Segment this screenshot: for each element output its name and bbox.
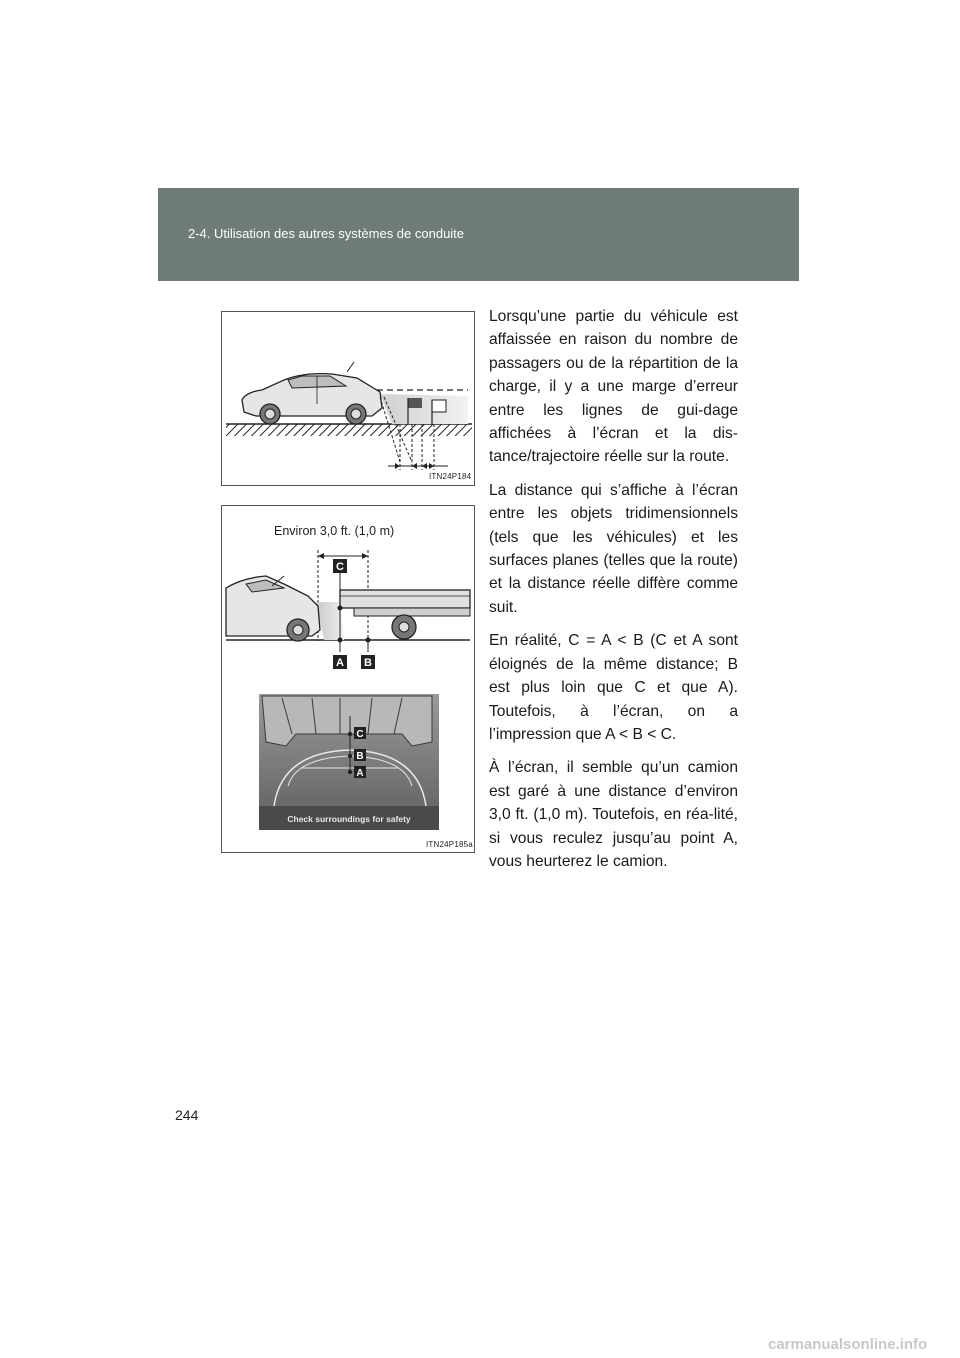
figure-vehicle-sag (221, 311, 475, 486)
paragraph-guidance-error: Lorsqu’une partie du véhicule est affaissée en raison du nombre de passagers ou de la répartition de la charge, il y a une marge d’erreur entre les lignes de gui-dage affichées à l’écran et la dis-tance/trajectoire réelle sur la route. (489, 308, 738, 466)
distance-illustration (222, 506, 474, 852)
figure-code: ITN24P184 (429, 472, 472, 481)
marker-a-label: A (336, 657, 344, 669)
figure-distance-perception (221, 505, 475, 853)
screen-marker-c: C (356, 729, 364, 740)
watermark-text: carmanualsonline.info (768, 1336, 928, 1353)
screen-marker-a: A (356, 768, 364, 779)
screen-marker-b: B (356, 751, 364, 762)
paragraph-reality-vs-screen: En réalité, C = A < B (C et A sont éloignés de la même distance; B est plus loin que C et que A). Toutefois, à l’écran, on a l’impression que A < B < C. (489, 632, 738, 743)
paragraph-truck-example: À l’écran, il semble qu’un camion est garé à une distance d’environ 3,0 ft. (1,0 m). Toutefois, en réa-lité, si vous reculez jusqu’au point A, vous heurterez le camion. (489, 759, 738, 870)
marker-c-label: C (336, 561, 344, 573)
figure-code: ITN24P185a (426, 840, 473, 849)
body-text (489, 305, 738, 883)
vehicle-sag-illustration (222, 312, 474, 485)
page-number: 244 (175, 1107, 199, 1123)
paragraph-distance-difference: La distance qui s’affiche à l’écran entre les objets tridimensionnels (tels que les véhicules) et les surfaces planes (telles que la route) et la distance réelle diffère comme suit. (489, 481, 738, 616)
distance-caption: Environ 3,0 ft. (1,0 m) (274, 524, 395, 538)
section-header-band (158, 188, 799, 281)
section-title: 2-4. Utilisation des autres systèmes de conduite (188, 226, 465, 241)
marker-b-label: B (364, 657, 372, 669)
screen-safety-message: Check surroundings for safety (287, 814, 411, 824)
